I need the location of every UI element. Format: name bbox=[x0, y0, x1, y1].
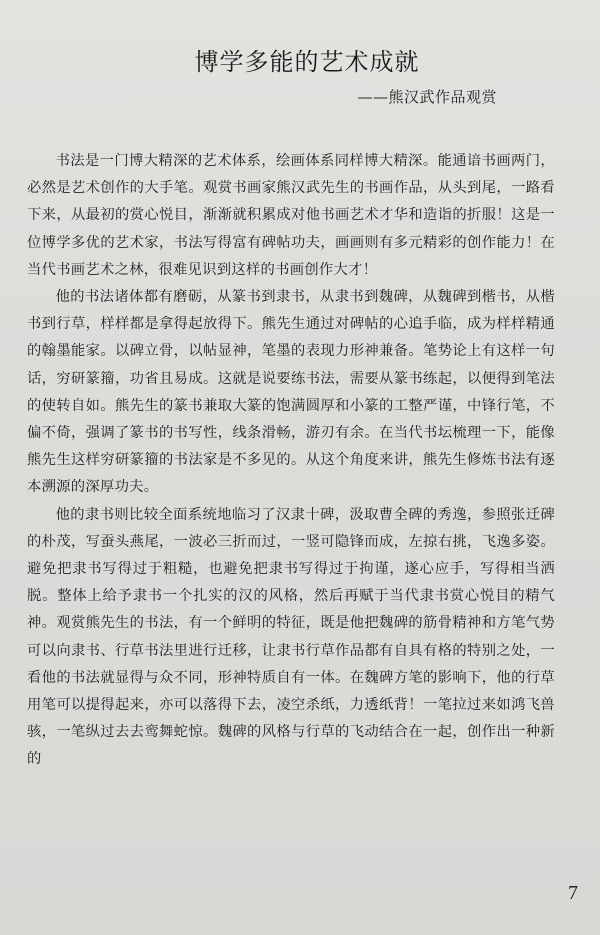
paragraph-1: 书法是一门博大精深的艺术体系，绘画体系同样博大精深。能通谙书画两门，必然是艺术创作的大手笔。观赏书画家熊汉武先生的书画作品，从头到尾，一路看下来，从最初的赏心悦目，渐渐就积累成对他书画艺术才华和造诣的折服！这是一位博学多优的艺术家，书法写得富有碑帖功夫，画画则有多元精彩的创作能力！在当代书画艺术之林，很难见识到这样的书画创作大才！ bbox=[27, 153, 555, 278]
article-title: 博学多能的艺术成就 bbox=[194, 48, 420, 76]
article-body bbox=[27, 148, 555, 774]
page-number: 7 bbox=[568, 882, 578, 904]
article-subtitle: ——熊汉武作品观赏 bbox=[357, 88, 497, 106]
paragraph-3: 他的隶书则比较全面系统地临习了汉隶十碑，汲取曹全碑的秀逸，参照张迁碑的朴茂，写蚕头燕尾，一波必三折而过，一竖可隐锋而成，左掠右挑，飞逸多姿。避免把隶书写得过于粗糙，也避免把隶书写得过于拘谨，遂心应手，写得相当洒脱。整体上给予隶书一个扎实的汉的风格，然后再赋于当代隶书赏心悦目的精气神。观赏熊先生的书法，有一个鲜明的特征，既是他把魏碑的筋骨精神和方笔气势可以向隶书、行草书法里进行迁移，让隶书行草作品都有自具有格的特别之处，一看他的书法就显得与众不同，形神特质自有一体。在魏碑方笔的影响下，他的行草用笔可以提得起来，亦可以落得下去，凌空杀纸，力透纸背！一笔拉过来如鸿飞兽骇，一笔纵过去去鸾舞蛇惊。魏碑的风格与行草的飞动结合在一起，创作出一种新的 bbox=[27, 506, 555, 768]
paragraph-2: 他的书法诸体都有磨砺，从篆书到隶书，从隶书到魏碑，从魏碑到楷书，从楷书到行草，样样都是拿得起放得下。熊先生通过对碑帖的心追手临，成为样样精通的翰墨能家。以碑立骨，以帖显神，笔墨的表现力形神兼备。笔势论上有这样一句话，穷研篆籀，功省且易成。这就是说要练书法，需要从篆书练起，以便得到笔法的使转自如。熊先生的篆书兼取大篆的饱满圆厚和小篆的工整严谨，中锋行笔，不偏不倚，强调了篆书的书写性，线条滑畅，游刃有余。在当代书坛梳理一下，能像熊先生这样穷研篆籀的书法家是不多见的。从这个角度来讲，熊先生修炼书法有逐本溯源的深厚功夫。 bbox=[27, 289, 555, 496]
